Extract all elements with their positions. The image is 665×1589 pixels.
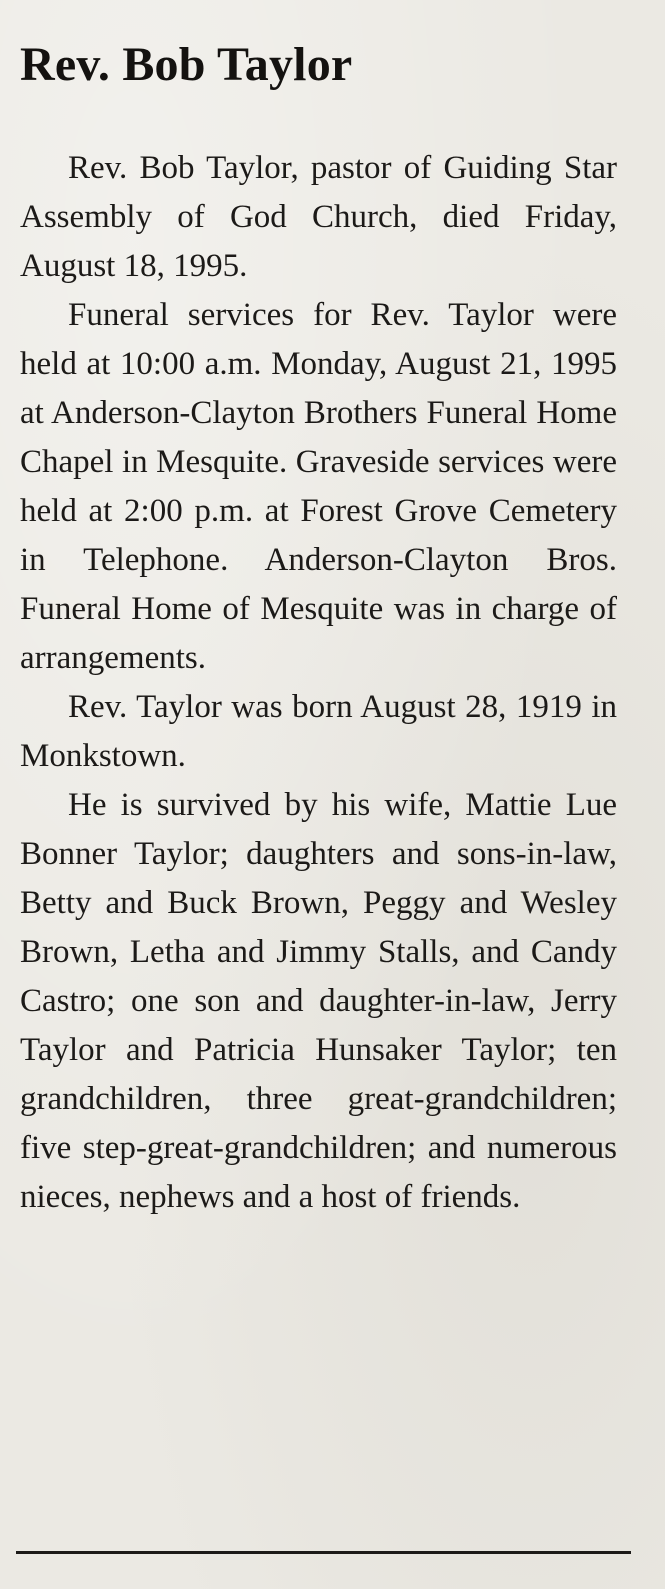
- paragraph-birth: Rev. Taylor was born August 28, 1919 in Monkstown.: [20, 689, 617, 774]
- obituary-headline: Rev. Bob Taylor: [20, 38, 353, 91]
- paragraph-survivors: He is survived by his wife, Mattie Lue Bonner Taylor; daughters and sons-in-law, Betty and Buck Brown, Peggy and Wesley Brown, Letha and Jimmy Stalls, and Candy Castro; one son and daughter-in-law, Jerry Taylor and Patricia Hunsaker Taylor; ten grandchildren, three great-grandchildren; five step-great-grandchildren; and numerous nieces, nephews and a host of friends.: [20, 787, 617, 1215]
- paragraph-death-notice: Rev. Bob Taylor, pastor of Guiding Star Assembly of God Church, died Friday, August 18, 1995.: [20, 150, 617, 284]
- obituary-body: [20, 144, 617, 1222]
- paragraph-funeral-services: Funeral services for Rev. Taylor were held at 10:00 a.m. Monday, August 21, 1995 at Anderson-Clayton Brothers Funeral Home Chapel in Mesquite. Graveside services were held at 2:00 p.m. at Forest Grove Cemetery in Telephone. Anderson-Clayton Bros. Funeral Home of Mesquite was in charge of arrangements.: [20, 297, 617, 676]
- bottom-rule: [16, 1551, 631, 1554]
